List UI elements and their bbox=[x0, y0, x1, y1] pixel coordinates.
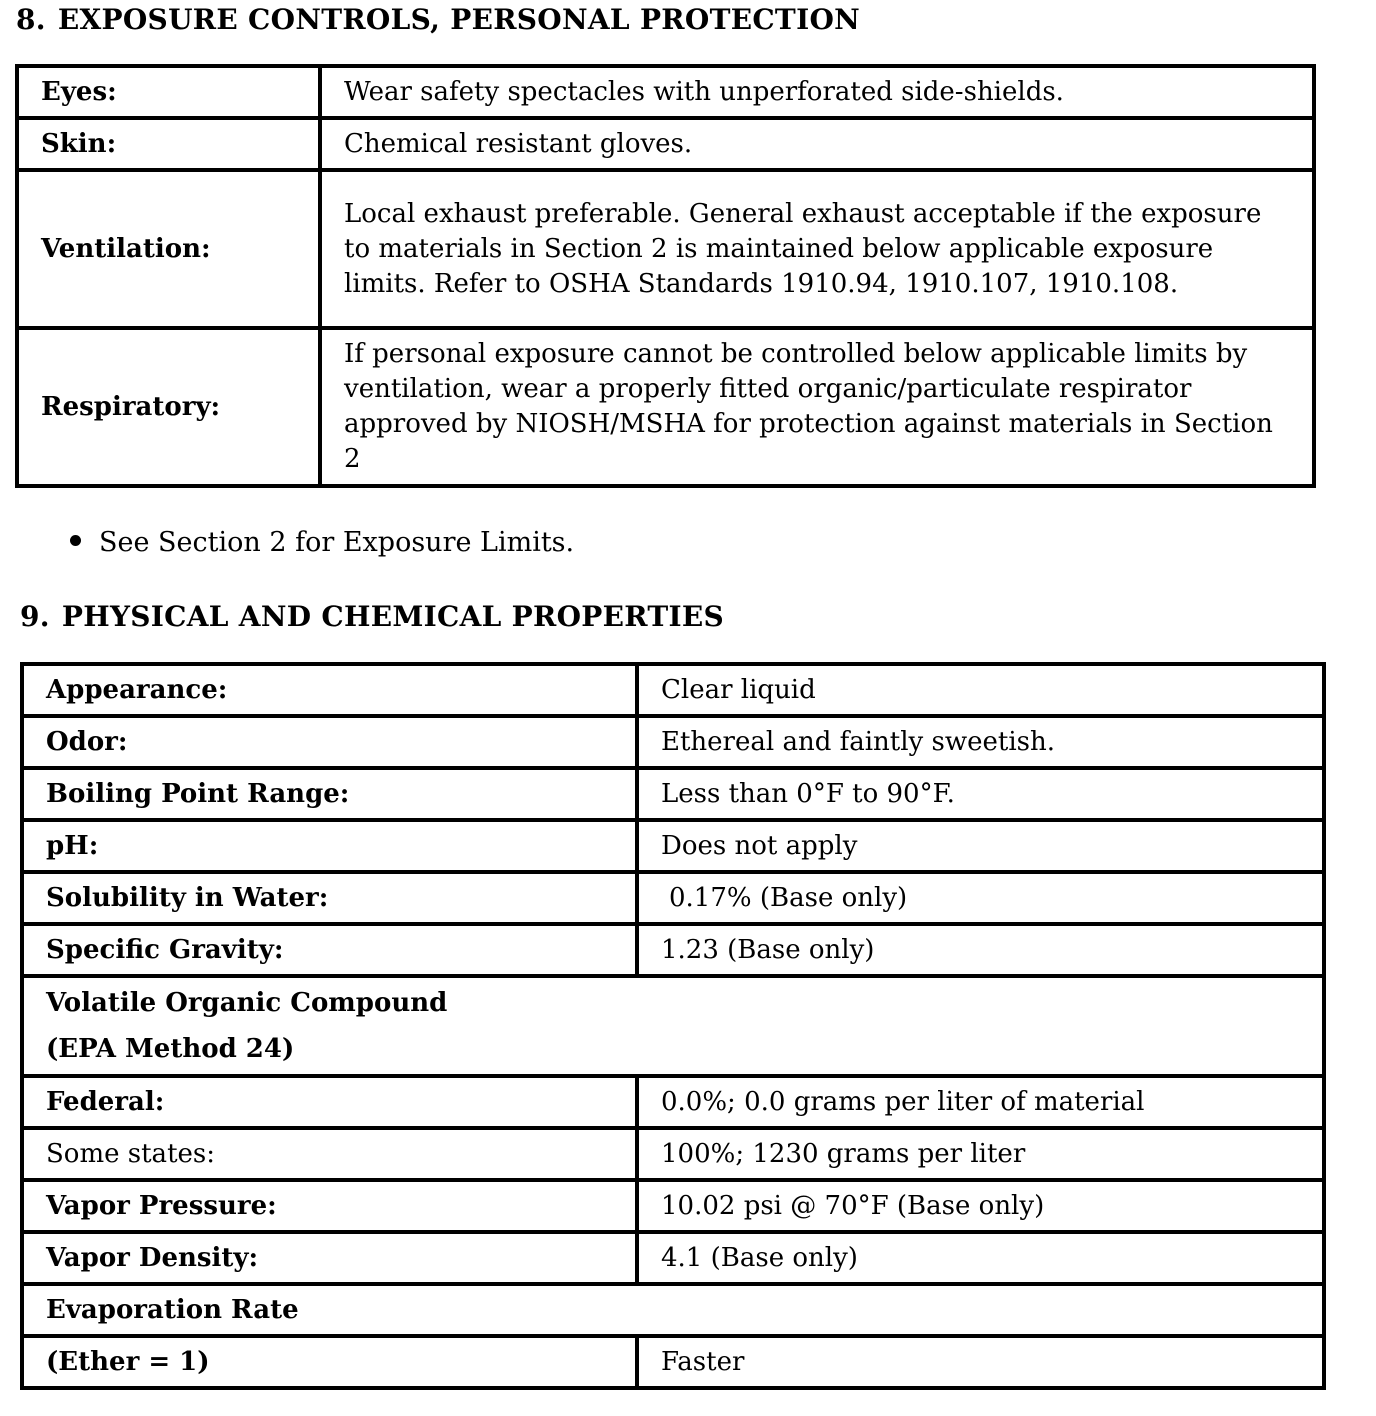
table-row bbox=[22, 1284, 1324, 1336]
table-row bbox=[17, 328, 1314, 486]
table-row bbox=[22, 820, 1324, 872]
property-value: Ethereal and faintly sweetish. bbox=[637, 716, 1324, 768]
row-label-respiratory: Respiratory: bbox=[17, 328, 320, 486]
property-label: Vapor Density: bbox=[22, 1232, 637, 1284]
property-value: 0.17% (Base only) bbox=[637, 872, 1324, 924]
evaporation-rate-heading: Evaporation Rate bbox=[22, 1284, 1324, 1336]
table-row bbox=[22, 768, 1324, 820]
exposure-limits-note-text: See Section 2 for Exposure Limits. bbox=[99, 527, 575, 558]
property-value: Clear liquid bbox=[637, 664, 1324, 716]
row-value-ventilation: Local exhaust preferable. General exhaust acceptable if the exposure to materials in Section 2 is maintained below applicable exposure limits. Refer to OSHA Standards 1910.94, 1910.107, 1910.108. bbox=[320, 170, 1314, 328]
table-row bbox=[22, 1232, 1324, 1284]
property-label: (Ether = 1) bbox=[22, 1336, 637, 1388]
section-8-heading bbox=[16, 3, 860, 36]
row-value-eyes: Wear safety spectacles with unperforated side-shields. bbox=[320, 66, 1314, 118]
property-label: Federal: bbox=[22, 1076, 637, 1128]
table-row bbox=[22, 1336, 1324, 1388]
property-value: 0.0%; 0.0 grams per liter of material bbox=[637, 1076, 1324, 1128]
table-row bbox=[22, 1076, 1324, 1128]
voc-heading-line-1: Volatile Organic Compound bbox=[46, 988, 448, 1018]
row-label-eyes: Eyes: bbox=[17, 66, 320, 118]
table-row bbox=[22, 1180, 1324, 1232]
property-label: pH: bbox=[22, 820, 637, 872]
table-row bbox=[17, 118, 1314, 170]
property-label: Boiling Point Range: bbox=[22, 768, 637, 820]
property-label: Solubility in Water: bbox=[22, 872, 637, 924]
row-label-skin: Skin: bbox=[17, 118, 320, 170]
property-value: 4.1 (Base only) bbox=[637, 1232, 1324, 1284]
table-row bbox=[22, 664, 1324, 716]
table-row bbox=[17, 170, 1314, 328]
section-9-title: PHYSICAL AND CHEMICAL PROPERTIES bbox=[61, 600, 725, 633]
voc-heading-line-2: (EPA Method 24) bbox=[46, 1034, 295, 1064]
table-row bbox=[22, 1128, 1324, 1180]
property-label: Specific Gravity: bbox=[22, 924, 637, 976]
property-value: Faster bbox=[637, 1336, 1324, 1388]
exposure-controls-table bbox=[15, 64, 1316, 488]
table-row bbox=[22, 924, 1324, 976]
table-row bbox=[17, 66, 1314, 118]
section-9-heading bbox=[20, 600, 724, 633]
row-value-skin: Chemical resistant gloves. bbox=[320, 118, 1314, 170]
property-label: Vapor Pressure: bbox=[22, 1180, 637, 1232]
table-row bbox=[22, 716, 1324, 768]
exposure-limits-note bbox=[70, 527, 574, 558]
property-value: Less than 0°F to 90°F. bbox=[637, 768, 1324, 820]
property-label: Appearance: bbox=[22, 664, 637, 716]
property-value: 10.02 psi @ 70°F (Base only) bbox=[637, 1180, 1324, 1232]
section-9-number: 9. bbox=[20, 600, 50, 633]
property-label: Some states: bbox=[22, 1128, 637, 1180]
property-label: Odor: bbox=[22, 716, 637, 768]
table-row bbox=[22, 872, 1324, 924]
section-8-number: 8. bbox=[16, 3, 46, 36]
bullet-icon bbox=[70, 535, 81, 546]
property-value: Does not apply bbox=[637, 820, 1324, 872]
row-value-respiratory: If personal exposure cannot be controlled below applicable limits by ventilation, wear a properly fitted organic/particulate respirator approved by NIOSH/MSHA for protection against materials in Section 2 bbox=[320, 328, 1314, 486]
section-8-title: EXPOSURE CONTROLS, PERSONAL PROTECTION bbox=[57, 3, 861, 36]
physical-properties-table bbox=[20, 662, 1326, 1390]
table-row bbox=[22, 976, 1324, 1076]
property-value: 1.23 (Base only) bbox=[637, 924, 1324, 976]
property-value: 100%; 1230 grams per liter bbox=[637, 1128, 1324, 1180]
voc-heading-cell bbox=[22, 976, 1324, 1076]
row-label-ventilation: Ventilation: bbox=[17, 170, 320, 328]
